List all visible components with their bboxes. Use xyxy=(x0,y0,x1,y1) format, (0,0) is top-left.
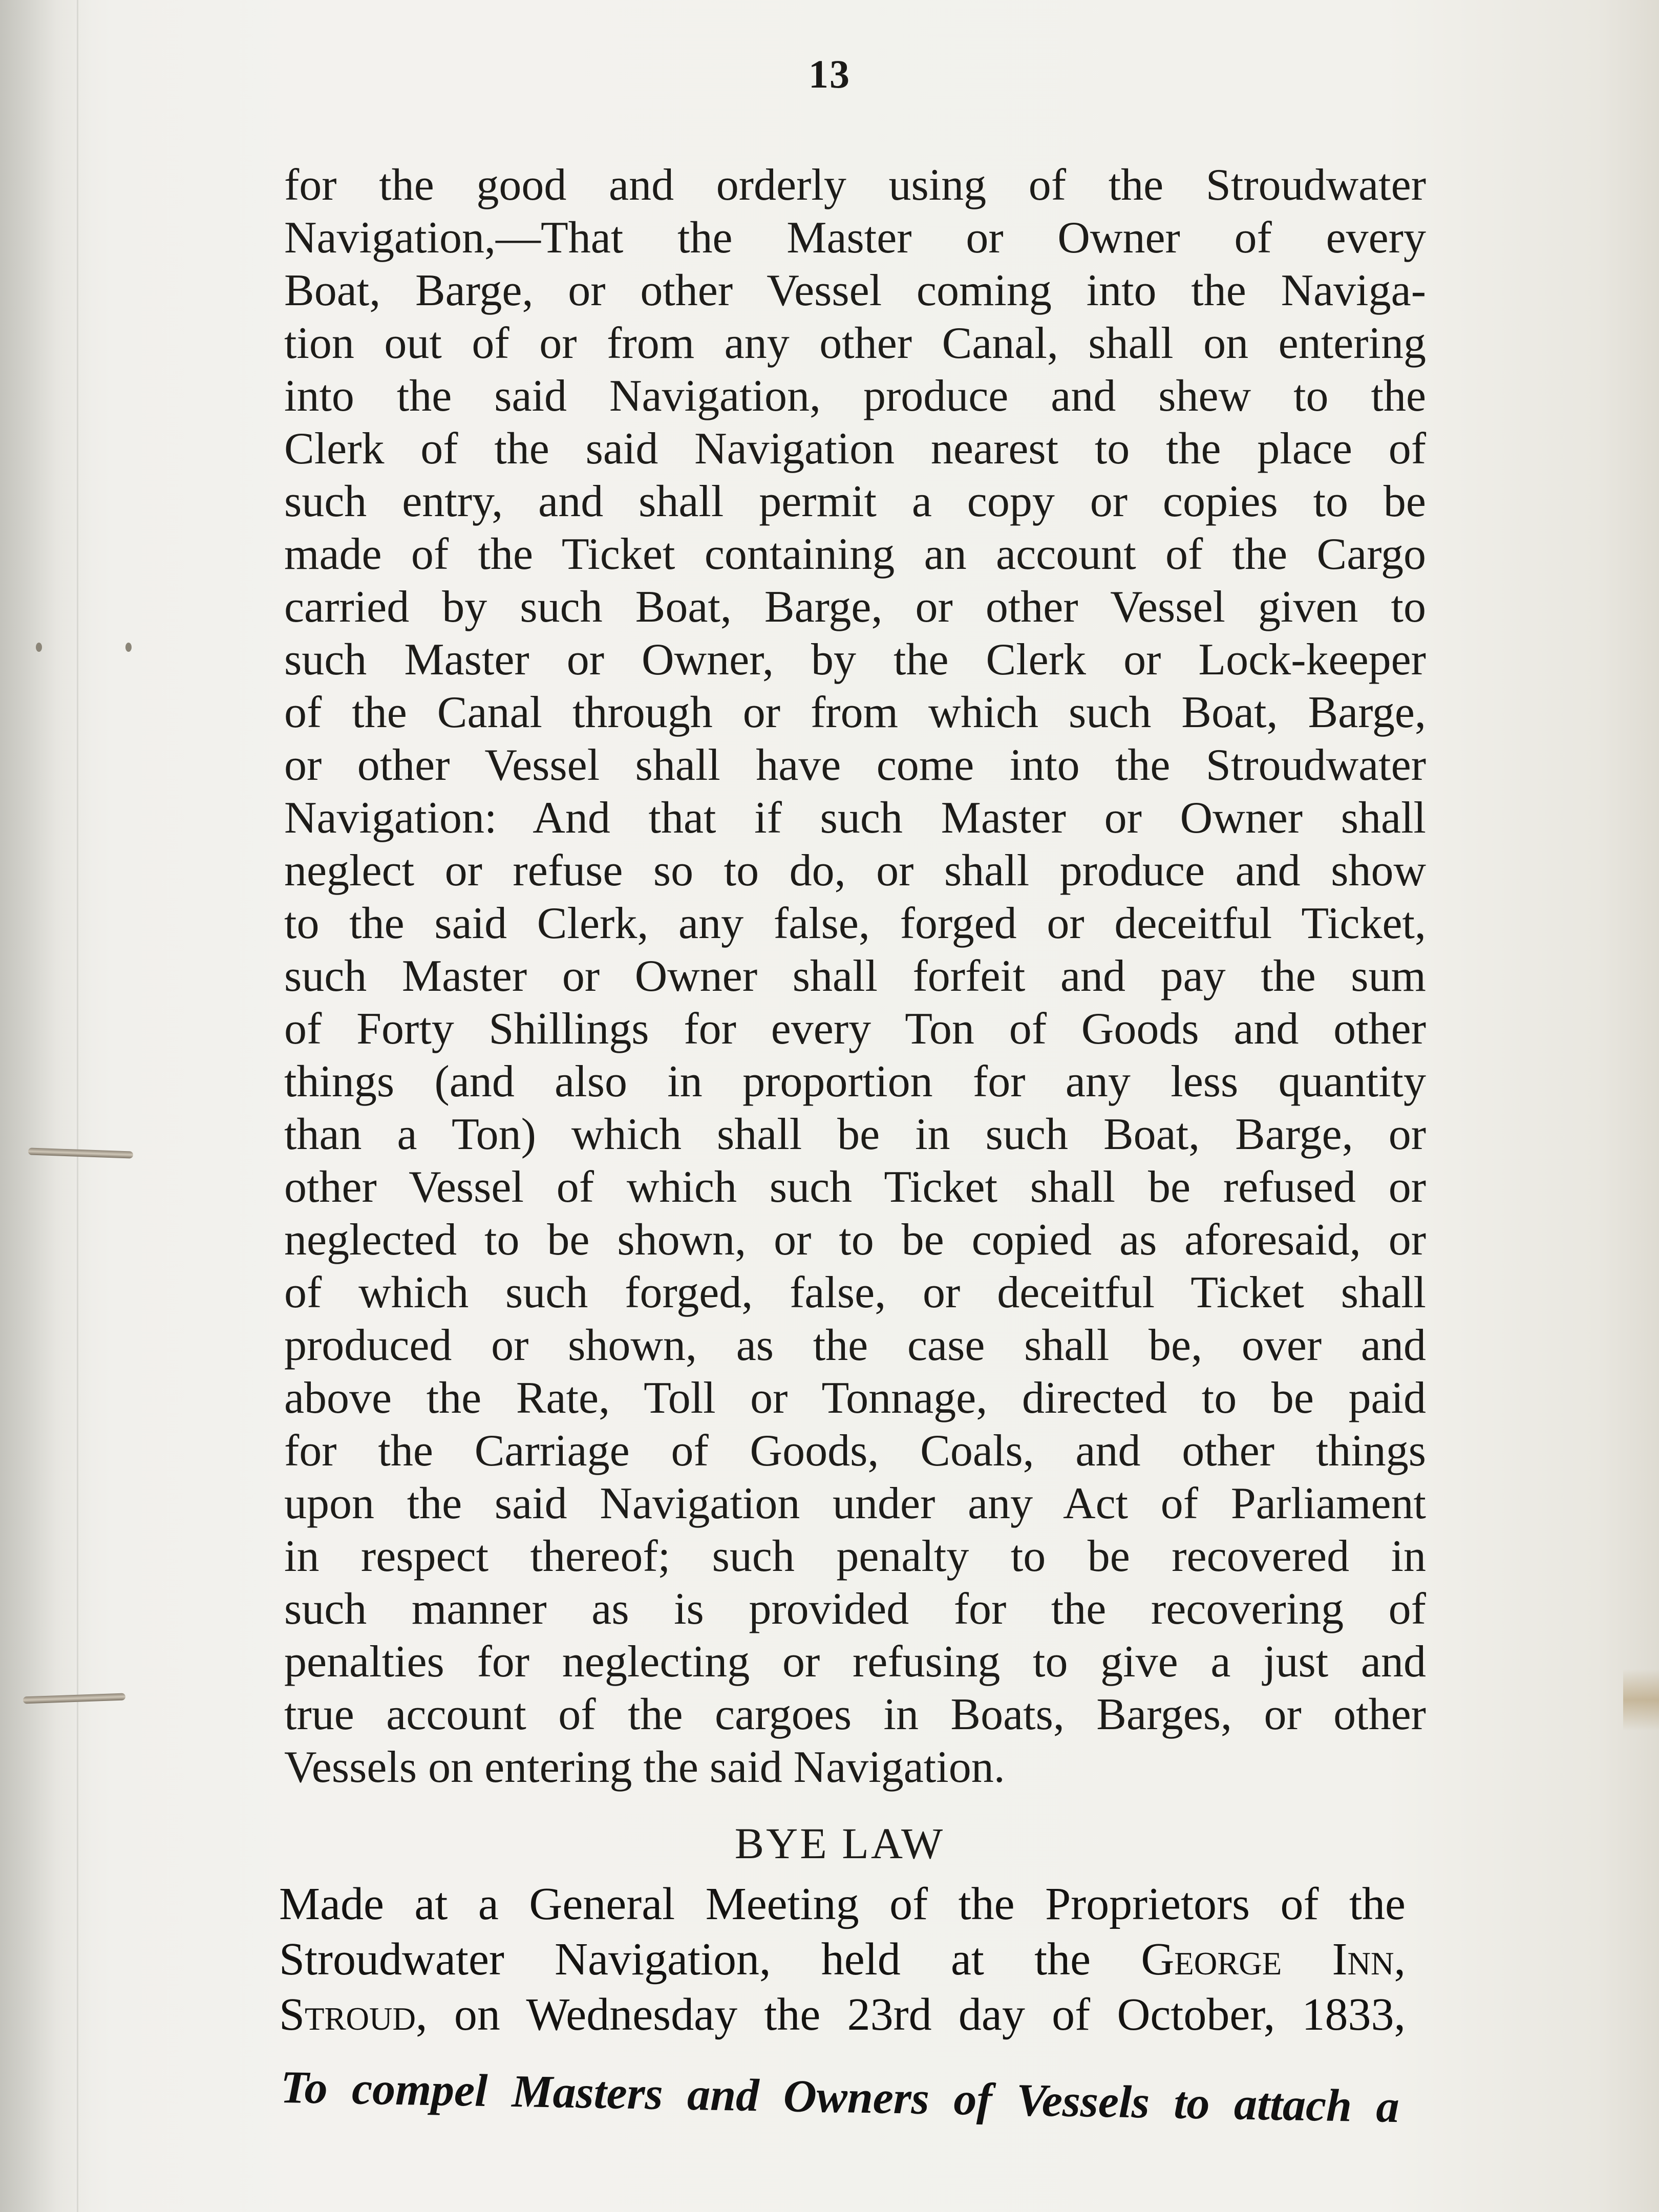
text-line: neglected to be shown, or to be copied as aforesaid, or xyxy=(284,1215,1426,1265)
text-line: in respect thereof; such penalty to be recovered in xyxy=(284,1532,1426,1581)
text-line: produced or shown, as the case shall be, over and xyxy=(284,1321,1426,1370)
text-line: carried by such Boat, Barge, or other Vessel given to xyxy=(284,582,1426,632)
text-line xyxy=(279,1932,1406,1987)
binding-hole xyxy=(36,643,42,652)
george-inn-name: George Inn, xyxy=(1141,1934,1406,1985)
text-line: true account of the cargoes in Boats, Barges, or other xyxy=(284,1690,1426,1739)
text-line: such manner as is provided for the recovering of xyxy=(284,1584,1426,1634)
text-line: Made at a General Meeting of the Proprietors of the xyxy=(279,1879,1406,1929)
text-line: Navigation: And that if such Master or Owner shall xyxy=(284,793,1426,843)
text-line: for the good and orderly using of the Stroudwater xyxy=(284,160,1426,210)
text-line: Navigation,—That the Master or Owner of every xyxy=(284,213,1426,263)
text-line: Vessels on entering the said Navigation. xyxy=(284,1742,1005,1792)
text-line: such Master or Owner, by the Clerk or Lock-keeper xyxy=(284,635,1426,685)
text-line: into the said Navigation, produce and shew to the xyxy=(284,371,1426,421)
page-number: 13 xyxy=(809,52,850,96)
text-line: Boat, Barge, or other Vessel coming into the Naviga- xyxy=(284,266,1426,315)
italic-caption: To compel Masters and Owners of Vessels to attach a xyxy=(280,2062,1400,2133)
text-line: penalties for neglecting or refusing to give a just and xyxy=(284,1637,1426,1687)
stroud-name: Stroud, xyxy=(279,1989,428,2040)
text-line: or other Vessel shall have come into the Stroudwater xyxy=(284,740,1426,790)
text-line: of Forty Shillings for every Ton of Goods and other xyxy=(284,1004,1426,1054)
text-fragment: on Wednesday the 23rd day of October, 1833, xyxy=(427,1989,1406,2040)
text-line xyxy=(279,1987,1406,2043)
body-paragraph xyxy=(284,159,1426,1794)
text-line: neglect or refuse so to do, or shall produce and show xyxy=(284,846,1426,896)
page-edge-stain xyxy=(1623,1669,1659,1731)
gutter-shadow xyxy=(0,0,92,2212)
text-line: things (and also in proportion for any less quantity xyxy=(284,1057,1426,1107)
text-line: above the Rate, Toll or Tonnage, directed to be paid xyxy=(284,1373,1426,1423)
page-fold xyxy=(77,0,78,2212)
section-heading: BYE LAW xyxy=(734,1819,945,1868)
text-line: than a Ton) which shall be in such Boat, Barge, or xyxy=(284,1110,1426,1159)
text-line: such entry, and shall permit a copy or copies to be xyxy=(284,477,1426,526)
text-line: upon the said Navigation under any Act of Parliament xyxy=(284,1479,1426,1528)
text-line: Clerk of the said Navigation nearest to the place of xyxy=(284,424,1426,474)
text-fragment: Stroudwater Navigation, held at the xyxy=(279,1934,1091,1985)
binding-hole xyxy=(125,643,132,652)
text-line: tion out of or from any other Canal, shall on entering xyxy=(284,318,1426,368)
text-line: other Vessel of which such Ticket shall be refused or xyxy=(284,1162,1426,1212)
text-line: of the Canal through or from which such Boat, Barge, xyxy=(284,688,1426,737)
text-line: for the Carriage of Goods, Coals, and other things xyxy=(284,1426,1426,1476)
text-line: made of the Ticket containing an account of the Cargo xyxy=(284,529,1426,579)
meeting-paragraph xyxy=(279,1877,1406,2043)
text-line: of which such forged, false, or deceitful Ticket shall xyxy=(284,1268,1426,1317)
text-line: to the said Clerk, any false, forged or deceitful Ticket, xyxy=(284,899,1426,948)
text-line: such Master or Owner shall forfeit and pay the sum xyxy=(284,951,1426,1001)
